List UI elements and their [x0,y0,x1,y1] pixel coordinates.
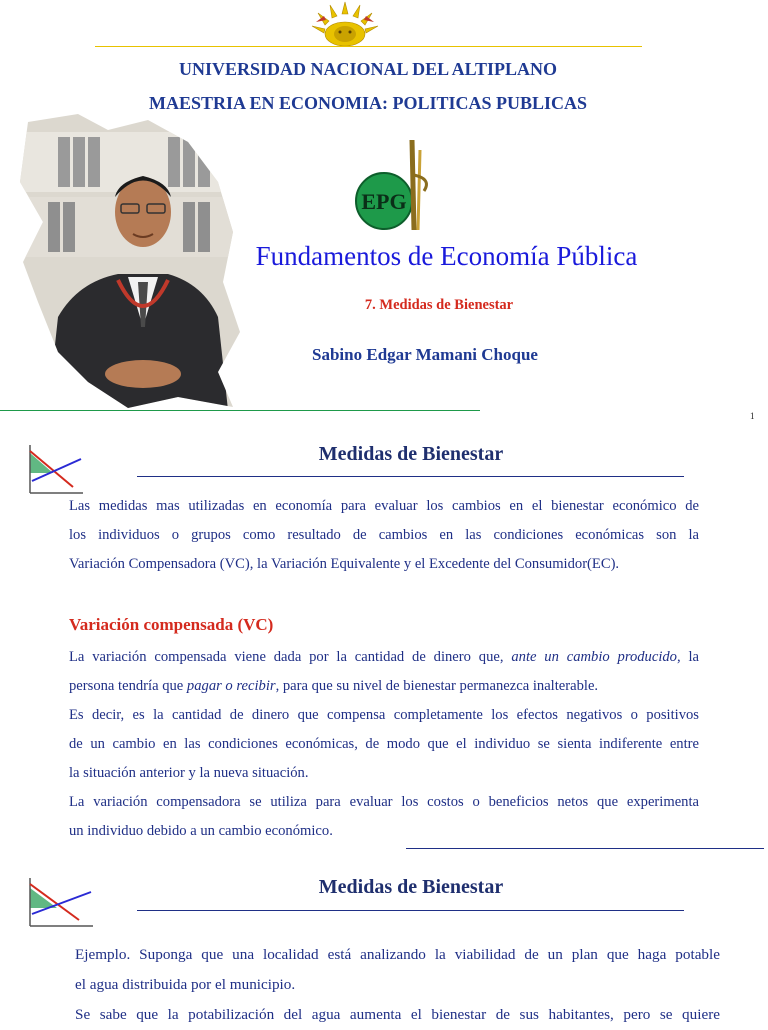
definition-line [69,672,699,701]
slide-3-heading: Medidas de Bienestar [318,876,504,898]
text-run: persona tendría que [69,678,187,694]
emphasis-text: pagar o recibir [186,678,276,694]
text-run: La variación compensada viene dada por la cantidad de dinero que, [69,649,512,665]
session-subtitle: 7. Medidas de Bienestar [364,297,514,313]
university-emblem-icon [306,0,384,48]
text-run: , para que su nivel de bienestar permanezca inalterable. [275,678,599,694]
author-name: Sabino Edgar Mamani Choque [312,345,538,364]
usage-line: un individuo debido a un cambio económico. [69,823,333,839]
example-line: Se sabe que la potabilización del agua aumenta el bienestar de sus habitantes, pero se quiere [75,1006,720,1023]
page-number: 1 [750,411,755,421]
header-gold-rule [95,46,642,47]
explanation-line: de un cambio en las condiciones económicas, de modo que el individuo se sienta indiferente entre [69,736,699,752]
slide-2-footer-rule [406,848,764,849]
definition-line [69,643,699,672]
emphasis-text: ante un cambio producido [511,649,677,665]
course-title: Fundamentos de Economía Pública [255,241,638,271]
definition-paragraph [69,643,699,846]
footer-green-rule [0,410,480,411]
program-name: MAESTRIA EN ECONOMIA: POLITICAS PUBLICAS [148,93,588,113]
explanation-line: Es decir, es la cantidad de dinero que compensa completamente los efectos negativos o positivos [69,707,699,723]
slide-1 [0,0,768,421]
text-run: , la [676,649,699,665]
example-line: el agua distribuida por el municipio. [75,976,296,993]
usage-line: La variación compensadora se utiliza para evaluar los costos o beneficios netos que experimenta [69,794,699,810]
university-name: UNIVERSIDAD NACIONAL DEL ALTIPLANO [179,59,557,79]
explanation-line: la situación anterior y la nueva situación. [69,765,309,781]
example-paragraph [75,940,720,1030]
intro-line: los individuos o grupos como resultado de cambios en las condiciones económicas son la [69,527,699,543]
epg-logo-icon [348,135,436,235]
intro-line: Las medidas mas utilizadas en economía para evaluar los cambios en el bienestar económico de [69,498,699,514]
section-title: Variación compensada (VC) [69,615,274,634]
intro-line: Variación Compensadora (VC), la Variación Equivalente y el Excedente del Consumidor(EC). [69,556,620,572]
epg-logo-text: EPG [361,189,407,214]
slide-3-heading-rule [137,910,684,911]
slide-2-heading: Medidas de Bienestar [318,443,504,465]
slide-2-heading-rule [137,476,684,477]
example-line: Ejemplo. Suponga que una localidad está analizando la viabilidad de un plan que haga potable [75,946,720,963]
intro-paragraph [69,492,699,579]
